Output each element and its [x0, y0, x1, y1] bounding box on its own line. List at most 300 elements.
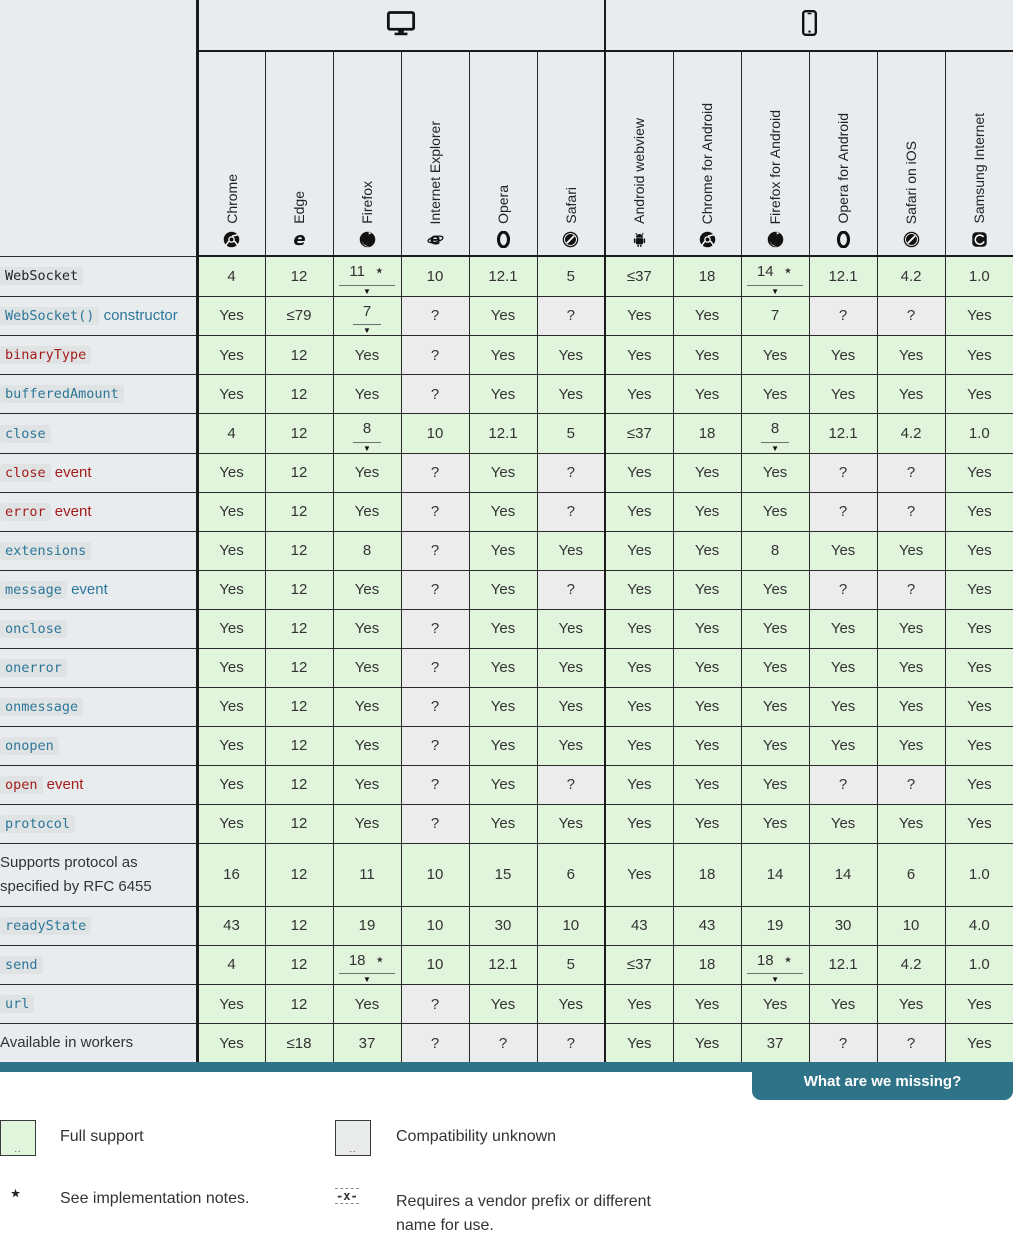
- compat-cell[interactable]: [877, 648, 945, 687]
- compat-cell[interactable]: [537, 336, 605, 375]
- compat-cell[interactable]: [877, 906, 945, 945]
- cell-value: Yes: [219, 542, 244, 559]
- compat-cell[interactable]: [197, 453, 265, 492]
- row-label[interactable]: [0, 453, 197, 492]
- compat-cell[interactable]: [877, 945, 945, 985]
- cell-value: ?: [838, 464, 848, 481]
- compat-cell[interactable]: [469, 906, 537, 945]
- cell-value: ?: [430, 464, 440, 481]
- compat-cell[interactable]: [401, 804, 469, 843]
- compat-cell[interactable]: [877, 804, 945, 843]
- compat-cell[interactable]: [265, 492, 333, 531]
- compat-cell[interactable]: [809, 414, 877, 454]
- compat-cell[interactable]: [469, 453, 537, 492]
- compat-cell[interactable]: [673, 609, 741, 648]
- compat-cell[interactable]: [809, 726, 877, 765]
- browser-name: Android webview: [631, 118, 648, 224]
- compat-cell[interactable]: [673, 375, 741, 414]
- compat-cell[interactable]: [605, 256, 673, 296]
- compat-cell[interactable]: [877, 1024, 945, 1063]
- compat-cell[interactable]: [537, 985, 605, 1024]
- compat-cell[interactable]: [469, 609, 537, 648]
- compat-cell[interactable]: [197, 985, 265, 1024]
- compat-cell[interactable]: [265, 375, 333, 414]
- compat-cell[interactable]: [469, 570, 537, 609]
- compat-cell[interactable]: [877, 609, 945, 648]
- compat-cell[interactable]: [537, 906, 605, 945]
- compat-cell[interactable]: [945, 687, 1013, 726]
- row-label[interactable]: [0, 906, 197, 945]
- row-label[interactable]: [0, 570, 197, 609]
- row-label[interactable]: [0, 531, 197, 570]
- compat-cell[interactable]: [945, 609, 1013, 648]
- compat-cell[interactable]: [537, 296, 605, 336]
- row-label[interactable]: [0, 945, 197, 985]
- compat-cell[interactable]: [741, 296, 809, 336]
- cell-value: Yes: [558, 385, 584, 403]
- compat-cell[interactable]: [333, 726, 401, 765]
- has-notes-indicator: 11 ⋆ ▼: [339, 262, 394, 296]
- compat-cell[interactable]: [877, 296, 945, 336]
- compat-cell[interactable]: [945, 726, 1013, 765]
- compat-cell[interactable]: [673, 765, 741, 804]
- compat-cell[interactable]: [877, 414, 945, 454]
- compat-cell[interactable]: [605, 609, 673, 648]
- compat-cell[interactable]: [333, 985, 401, 1024]
- compat-cell[interactable]: [673, 296, 741, 336]
- compat-cell[interactable]: [809, 985, 877, 1024]
- compat-cell[interactable]: [673, 492, 741, 531]
- compat-cell[interactable]: [265, 985, 333, 1024]
- compat-cell[interactable]: [401, 414, 469, 454]
- compat-cell[interactable]: [605, 492, 673, 531]
- cell-value: 10: [426, 866, 444, 883]
- cell-value: 30: [494, 917, 512, 934]
- compat-cell[interactable]: [197, 843, 265, 906]
- compat-cell[interactable]: [333, 609, 401, 648]
- compat-cell[interactable]: [809, 531, 877, 570]
- cell-value: Yes: [354, 776, 380, 793]
- compat-cell[interactable]: [265, 296, 333, 336]
- compat-cell[interactable]: [265, 336, 333, 375]
- compat-cell[interactable]: [673, 453, 741, 492]
- compat-cell[interactable]: [741, 570, 809, 609]
- cell-value: ?: [838, 581, 848, 598]
- compat-cell[interactable]: [741, 336, 809, 375]
- cell-value: Yes: [627, 620, 652, 637]
- row-label[interactable]: [0, 687, 197, 726]
- compat-cell[interactable]: [401, 985, 469, 1024]
- compat-cell[interactable]: [809, 843, 877, 906]
- compat-cell[interactable]: [741, 804, 809, 843]
- compat-cell[interactable]: [809, 453, 877, 492]
- compat-cell[interactable]: [605, 945, 673, 985]
- compat-cell[interactable]: [333, 804, 401, 843]
- compat-cell[interactable]: [809, 687, 877, 726]
- compat-cell[interactable]: [469, 256, 537, 296]
- compat-cell[interactable]: [265, 609, 333, 648]
- compat-cell[interactable]: [197, 945, 265, 985]
- compat-cell[interactable]: [333, 906, 401, 945]
- compat-cell[interactable]: [333, 453, 401, 492]
- compat-cell[interactable]: [333, 336, 401, 375]
- compat-cell[interactable]: [401, 570, 469, 609]
- compat-cell[interactable]: [265, 531, 333, 570]
- cell-value: Yes: [694, 737, 720, 754]
- compat-cell[interactable]: [537, 256, 605, 296]
- compat-cell[interactable]: [741, 492, 809, 531]
- compat-cell[interactable]: [877, 843, 945, 906]
- compat-cell[interactable]: [741, 531, 809, 570]
- compat-cell[interactable]: [469, 945, 537, 985]
- compat-cell[interactable]: [605, 453, 673, 492]
- compat-cell[interactable]: [741, 1024, 809, 1063]
- compat-cell[interactable]: [673, 1024, 741, 1063]
- compat-cell[interactable]: [333, 765, 401, 804]
- compat-cell[interactable]: [741, 843, 809, 906]
- row-label[interactable]: [0, 609, 197, 648]
- compat-cell[interactable]: [197, 765, 265, 804]
- compat-cell[interactable]: [877, 453, 945, 492]
- compat-cell[interactable]: [945, 648, 1013, 687]
- compat-cell[interactable]: [265, 1024, 333, 1063]
- compat-cell[interactable]: [537, 414, 605, 454]
- compat-cell[interactable]: [333, 945, 401, 985]
- compat-cell[interactable]: [809, 804, 877, 843]
- compat-cell[interactable]: [809, 570, 877, 609]
- compat-cell[interactable]: [537, 765, 605, 804]
- compat-cell[interactable]: [265, 906, 333, 945]
- compat-cell[interactable]: [809, 1024, 877, 1063]
- row-label[interactable]: [0, 648, 197, 687]
- compat-cell[interactable]: [945, 531, 1013, 570]
- compat-cell[interactable]: [673, 687, 741, 726]
- compat-cell[interactable]: [401, 336, 469, 375]
- compat-cell[interactable]: [333, 296, 401, 336]
- compat-cell[interactable]: [197, 336, 265, 375]
- cell-value: Yes: [694, 815, 720, 832]
- compat-cell[interactable]: [401, 843, 469, 906]
- compat-cell[interactable]: [673, 726, 741, 765]
- compat-cell[interactable]: [265, 687, 333, 726]
- compat-cell[interactable]: [469, 375, 537, 414]
- compat-cell[interactable]: [537, 843, 605, 906]
- cell-value: 19: [766, 917, 784, 934]
- compat-cell[interactable]: [809, 296, 877, 336]
- compat-cell[interactable]: [197, 296, 265, 336]
- row-label: [0, 1024, 197, 1063]
- compat-cell[interactable]: [741, 414, 809, 454]
- compat-cell[interactable]: [673, 414, 741, 454]
- compat-cell[interactable]: [197, 414, 265, 454]
- compat-cell[interactable]: [673, 843, 741, 906]
- compat-cell[interactable]: [605, 985, 673, 1024]
- compat-cell[interactable]: [537, 570, 605, 609]
- compat-cell[interactable]: [265, 256, 333, 296]
- compat-cell[interactable]: [945, 375, 1013, 414]
- compat-cell[interactable]: [741, 648, 809, 687]
- compat-cell[interactable]: [401, 609, 469, 648]
- compat-cell[interactable]: [877, 985, 945, 1024]
- compat-cell[interactable]: [401, 765, 469, 804]
- compat-cell[interactable]: [333, 375, 401, 414]
- row-label[interactable]: [0, 336, 197, 375]
- compat-cell[interactable]: [877, 726, 945, 765]
- cell-value: Yes: [219, 503, 244, 520]
- compat-cell[interactable]: [401, 492, 469, 531]
- row-label[interactable]: [0, 765, 197, 804]
- compat-cell[interactable]: [197, 804, 265, 843]
- cell-value: 12: [290, 917, 308, 934]
- compat-cell[interactable]: [673, 570, 741, 609]
- compat-cell[interactable]: [673, 648, 741, 687]
- compat-cell[interactable]: [945, 256, 1013, 296]
- compat-cell[interactable]: [333, 648, 401, 687]
- compat-cell[interactable]: [605, 648, 673, 687]
- compat-cell[interactable]: [265, 414, 333, 454]
- compat-cell[interactable]: [469, 336, 537, 375]
- compat-cell[interactable]: [605, 570, 673, 609]
- compat-cell[interactable]: [673, 804, 741, 843]
- has-notes-indicator: 7 ▼: [353, 302, 381, 336]
- compat-cell[interactable]: [197, 256, 265, 296]
- compat-cell[interactable]: [197, 609, 265, 648]
- cell-value: Yes: [219, 659, 244, 676]
- compat-cell[interactable]: [469, 843, 537, 906]
- cell-value: 18: [698, 424, 716, 442]
- row-label[interactable]: [0, 375, 197, 414]
- cell-value: Yes: [694, 307, 720, 325]
- compat-cell[interactable]: [945, 296, 1013, 336]
- cell-value: Yes: [967, 737, 992, 754]
- compat-cell[interactable]: [673, 531, 741, 570]
- compat-cell[interactable]: [741, 906, 809, 945]
- compat-cell[interactable]: [741, 765, 809, 804]
- swatch-dots: ..: [349, 1144, 357, 1154]
- cell-value: ?: [906, 307, 916, 325]
- compat-cell[interactable]: [469, 492, 537, 531]
- compat-cell[interactable]: [945, 843, 1013, 906]
- compat-cell[interactable]: [469, 726, 537, 765]
- compat-cell[interactable]: [401, 906, 469, 945]
- compat-cell[interactable]: [537, 726, 605, 765]
- compat-cell[interactable]: [401, 531, 469, 570]
- compat-cell[interactable]: [741, 985, 809, 1024]
- compat-cell[interactable]: [877, 765, 945, 804]
- compat-cell[interactable]: [197, 906, 265, 945]
- compat-cell[interactable]: [469, 1024, 537, 1063]
- cell-value: 12: [290, 815, 308, 832]
- compat-cell[interactable]: [945, 906, 1013, 945]
- row-label[interactable]: [0, 985, 197, 1024]
- compat-cell[interactable]: [265, 453, 333, 492]
- compat-cell[interactable]: [945, 1024, 1013, 1063]
- compat-cell[interactable]: [537, 687, 605, 726]
- compat-cell[interactable]: [537, 804, 605, 843]
- compat-cell[interactable]: [537, 1024, 605, 1063]
- compat-cell[interactable]: [877, 531, 945, 570]
- cell-value: ≤79: [286, 307, 312, 325]
- compat-cell[interactable]: [265, 648, 333, 687]
- row-label-part: readyState: [0, 917, 91, 935]
- cell-value: Yes: [967, 815, 992, 832]
- compat-cell[interactable]: [333, 570, 401, 609]
- compat-cell[interactable]: [877, 375, 945, 414]
- compat-cell[interactable]: [401, 945, 469, 985]
- compat-cell[interactable]: [197, 531, 265, 570]
- row-label[interactable]: [0, 492, 197, 531]
- compat-cell[interactable]: [605, 336, 673, 375]
- compat-cell[interactable]: [401, 296, 469, 336]
- compat-cell[interactable]: [809, 375, 877, 414]
- compat-cell[interactable]: [809, 609, 877, 648]
- cell-value: ?: [430, 620, 440, 637]
- compat-cell[interactable]: [537, 492, 605, 531]
- compat-cell[interactable]: [741, 726, 809, 765]
- compat-cell[interactable]: [537, 375, 605, 414]
- compat-cell[interactable]: [605, 414, 673, 454]
- compat-cell[interactable]: [197, 726, 265, 765]
- row-label-part: message: [0, 581, 67, 599]
- compat-cell[interactable]: [809, 336, 877, 375]
- compat-cell[interactable]: [265, 726, 333, 765]
- compat-cell[interactable]: [605, 296, 673, 336]
- row-label[interactable]: [0, 726, 197, 765]
- cell-value: 5: [566, 267, 575, 285]
- compat-cell[interactable]: [945, 945, 1013, 985]
- compat-cell[interactable]: [469, 985, 537, 1024]
- compat-cell[interactable]: [197, 570, 265, 609]
- expand-triangle-icon: ▼: [363, 975, 371, 984]
- compat-cell[interactable]: [469, 296, 537, 336]
- compat-cell[interactable]: [877, 570, 945, 609]
- compat-cell[interactable]: [469, 804, 537, 843]
- compat-cell[interactable]: [333, 492, 401, 531]
- compat-cell[interactable]: [877, 687, 945, 726]
- compat-cell[interactable]: [605, 687, 673, 726]
- compat-cell[interactable]: [469, 765, 537, 804]
- compat-cell[interactable]: [401, 648, 469, 687]
- compat-cell[interactable]: [945, 765, 1013, 804]
- compat-cell[interactable]: [265, 570, 333, 609]
- browser-name: Firefox for Android: [767, 109, 784, 224]
- cell-value: Yes: [762, 503, 788, 520]
- compat-cell[interactable]: [197, 648, 265, 687]
- compat-cell[interactable]: [469, 648, 537, 687]
- cell-value: 15: [494, 866, 512, 883]
- compat-cell[interactable]: [945, 336, 1013, 375]
- compat-cell[interactable]: [945, 570, 1013, 609]
- compat-cell[interactable]: [401, 726, 469, 765]
- compat-cell[interactable]: [673, 336, 741, 375]
- compat-cell[interactable]: [197, 492, 265, 531]
- row-label[interactable]: [0, 414, 197, 454]
- compat-cell[interactable]: [197, 1024, 265, 1063]
- compat-cell[interactable]: [741, 375, 809, 414]
- compat-cell[interactable]: [605, 726, 673, 765]
- compat-cell[interactable]: [401, 256, 469, 296]
- compat-cell[interactable]: [197, 375, 265, 414]
- compat-cell[interactable]: [809, 492, 877, 531]
- compat-cell[interactable]: [877, 256, 945, 296]
- compat-cell[interactable]: [265, 945, 333, 985]
- compat-cell[interactable]: [537, 453, 605, 492]
- compat-cell[interactable]: [945, 804, 1013, 843]
- compat-cell[interactable]: [741, 256, 809, 296]
- compat-cell[interactable]: [401, 453, 469, 492]
- compat-cell[interactable]: [401, 1024, 469, 1063]
- cell-value: Yes: [762, 464, 788, 481]
- compat-cell[interactable]: [333, 414, 401, 454]
- compat-cell[interactable]: [877, 492, 945, 531]
- compat-cell[interactable]: [809, 648, 877, 687]
- compat-cell[interactable]: [265, 843, 333, 906]
- compat-cell[interactable]: [673, 945, 741, 985]
- cell-value: Yes: [694, 776, 720, 793]
- compat-cell[interactable]: [401, 687, 469, 726]
- compat-cell[interactable]: [605, 843, 673, 906]
- compat-cell[interactable]: [877, 336, 945, 375]
- compat-cell[interactable]: [673, 985, 741, 1024]
- compat-cell[interactable]: [945, 985, 1013, 1024]
- compat-cell[interactable]: [605, 375, 673, 414]
- compat-cell[interactable]: [537, 945, 605, 985]
- compat-cell[interactable]: [469, 687, 537, 726]
- compat-cell[interactable]: [741, 609, 809, 648]
- row-label[interactable]: [0, 296, 197, 336]
- compat-cell[interactable]: [741, 945, 809, 985]
- compat-cell[interactable]: [945, 492, 1013, 531]
- compat-cell[interactable]: [605, 1024, 673, 1063]
- compat-cell[interactable]: [469, 531, 537, 570]
- compat-cell[interactable]: [809, 765, 877, 804]
- cell-value: Yes: [354, 815, 380, 832]
- compat-cell[interactable]: [809, 256, 877, 296]
- compat-cell[interactable]: [673, 906, 741, 945]
- compat-cell[interactable]: [673, 256, 741, 296]
- compat-cell[interactable]: [809, 945, 877, 985]
- row-label[interactable]: [0, 804, 197, 843]
- compat-cell[interactable]: [197, 687, 265, 726]
- compat-cell[interactable]: [605, 531, 673, 570]
- compat-cell[interactable]: [537, 648, 605, 687]
- compat-cell[interactable]: [469, 414, 537, 454]
- compat-cell[interactable]: [333, 256, 401, 296]
- compat-cell[interactable]: [333, 531, 401, 570]
- table-row: [0, 765, 1013, 804]
- row-label-part: event: [50, 502, 92, 520]
- compat-cell[interactable]: [741, 687, 809, 726]
- compat-cell[interactable]: [401, 375, 469, 414]
- compat-cell[interactable]: [265, 765, 333, 804]
- compat-cell[interactable]: [945, 414, 1013, 454]
- compat-cell[interactable]: [333, 843, 401, 906]
- cell-value: Yes: [354, 659, 380, 676]
- compat-cell[interactable]: [945, 453, 1013, 492]
- compat-cell[interactable]: [537, 531, 605, 570]
- compat-cell[interactable]: [605, 906, 673, 945]
- compat-cell[interactable]: [265, 804, 333, 843]
- compat-cell[interactable]: [741, 453, 809, 492]
- compat-cell[interactable]: [333, 1024, 401, 1063]
- compat-cell[interactable]: [537, 609, 605, 648]
- compat-cell[interactable]: [333, 687, 401, 726]
- compat-cell[interactable]: [605, 765, 673, 804]
- compat-cell[interactable]: [809, 906, 877, 945]
- compat-cell[interactable]: [605, 804, 673, 843]
- what-are-we-missing-button[interactable]: What are we missing?: [752, 1062, 1013, 1100]
- cell-value: Yes: [354, 995, 380, 1013]
